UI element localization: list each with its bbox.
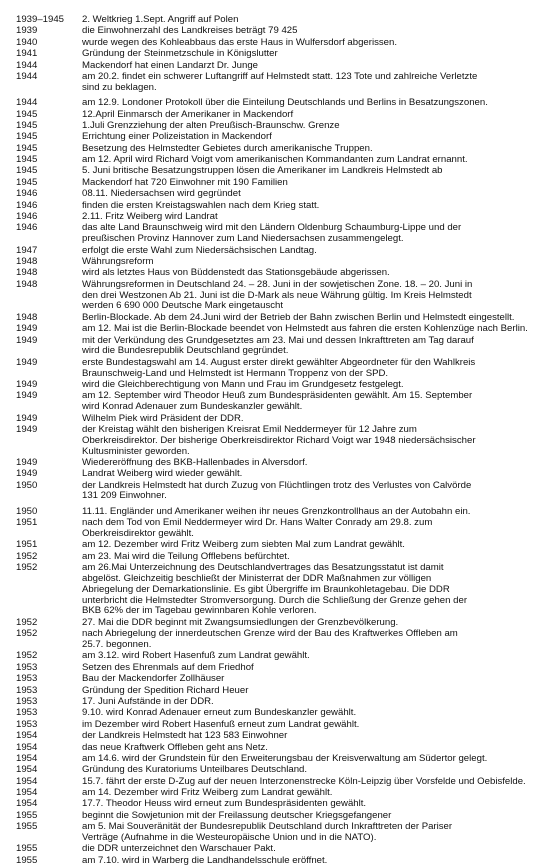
chronicle-entry [16, 518, 536, 540]
chronicle-entry [16, 754, 536, 765]
entry-year: 1952 [16, 550, 38, 562]
entry-year: 1945 [16, 131, 38, 143]
chronicle-entry [16, 765, 536, 776]
entry-text: das alte Land Braunschweig wird mit den Ländern Oldenburg Schaumburg-Lippe und der preußischen Provinz Hannover zum Land Niedersachsen zusammengelegt. [82, 222, 462, 245]
chronicle-entry [16, 822, 536, 844]
entry-year: 1949 [16, 456, 38, 468]
entry-year: 1954 [16, 775, 38, 787]
entry-year: 1949 [16, 423, 38, 435]
entry-text: 2.11. Fritz Weiberg wird Landrat [82, 211, 218, 223]
entry-text: Besetzung des Helmstedter Gebietes durch amerikanische Truppen. [82, 142, 373, 154]
entry-text: die Einwohnerzahl des Landkreises beträgt 79 425 [82, 25, 298, 37]
chronicle-entry [16, 257, 536, 268]
entry-text: am 12.9. Londoner Protokoll über die Einteilung Deutschlands und Berlins in Besatzungszonen. [82, 97, 488, 109]
entry-text: erste Bundestagswahl am 14. August erster direkt gewählter Abgeordneter für den Wahlkreis Braunschweig-Land und Helmstedt ist Hermann Troppenz von der SPD. [82, 356, 476, 379]
entry-text: Wilhelm Piek wird Präsident der DDR. [82, 412, 244, 424]
entry-year: 1939 [16, 25, 38, 37]
entry-text: 08.11. Niedersachsen wird gegründet [82, 188, 241, 200]
chronicle-entry [16, 223, 536, 245]
entry-year: 1949 [16, 356, 38, 368]
chronicle-entry [16, 811, 536, 822]
chronicle-entry [16, 144, 536, 155]
entry-text: 1.Juli Grenzziehung der alten Preußisch-Braunschw. Grenze [82, 119, 340, 131]
entry-text: am 14. Dezember wird Fritz Weiberg zum Landrat gewählt. [82, 787, 333, 799]
entry-year: 1945 [16, 119, 38, 131]
chronicle-entry [16, 336, 536, 358]
entry-text: Berlin-Blockade. Ab dem 24.Juni wird der Betrieb der Bahn zwischen Berlin und Helmstedt eingestellt. [82, 311, 515, 323]
chronicle-entry [16, 720, 536, 731]
entry-year: 1949 [16, 468, 38, 480]
entry-text: Gründung der Steinmetzschule in Königslutter [82, 48, 278, 60]
chronicle-entry [16, 731, 536, 742]
entry-year: 1955 [16, 843, 38, 855]
entry-year: 1952 [16, 562, 38, 574]
entry-text: Mackendorf hat 720 Einwohner mit 190 Familien [82, 176, 288, 188]
chronicle-entry [16, 189, 536, 200]
entry-year: 1949 [16, 323, 38, 335]
chronicle-entry [16, 425, 536, 457]
chronicle-entry [16, 629, 536, 651]
entry-text: 12.April Einmarsch der Amerikaner in Mackendorf [82, 108, 294, 120]
entry-year: 1940 [16, 36, 38, 48]
entry-year: 1954 [16, 730, 38, 742]
entry-text: 17.7. Theodor Heuss wird erneut zum Bundespräsidenten gewählt. [82, 798, 367, 810]
entry-text: nach Abriegelung der innerdeutschen Grenze wird der Bau des Kraftwerkes Offleben am 25.7. begonnen. [82, 628, 458, 650]
chronicle-entry [16, 481, 536, 503]
entry-text: am 3.12. wird Robert Hasenfuß zum Landrat gewählt. [82, 650, 310, 662]
entry-year: 1948 [16, 278, 38, 290]
chronicle-entry [16, 324, 536, 335]
entry-year: 1955 [16, 821, 38, 833]
chronicle-entry [16, 49, 536, 60]
chronicle-entry [16, 697, 536, 708]
chronicle-entry [16, 358, 536, 380]
entry-year: 1945 [16, 142, 38, 154]
chronicle-entry [16, 26, 536, 37]
chronicle-entry [16, 469, 536, 480]
chronicle-entry [16, 674, 536, 685]
entry-text: der Landkreis Helmstedt hat durch Zuzug von Flüchtlingen trotz des Verlustes von Calvörde 131 209 Einwohner. [82, 479, 472, 502]
entry-text: Landrat Weiberg wird wieder gewählt. [82, 468, 243, 480]
entry-text: 11.11. Engländer und Amerikaner weihen ihr neues Grenzkontrollhaus an der Autobahn ein. [82, 505, 471, 517]
entry-year: 1941 [16, 48, 38, 60]
entry-text: am 23. Mai wird die Teilung Offlebens befürchtet. [82, 550, 290, 562]
entry-year: 1952 [16, 616, 38, 628]
entry-text: am 14.6. wird der Grundstein für den Erweiterungsbau der Kreisverwaltung am Südertor gelegt. [82, 752, 488, 764]
entry-year: 1944 [16, 59, 38, 71]
entry-year: 1948 [16, 267, 38, 279]
entry-text: im Dezember wird Robert Hasenfuß erneut zum Landrat gewählt. [82, 718, 360, 730]
entry-year: 1954 [16, 798, 38, 810]
chronicle-entry [16, 166, 536, 177]
entry-text: 27. Mai die DDR beginnt mit Zwangsumsiedlungen der Grenzbevölkerung. [82, 616, 399, 628]
chronicle-entry [16, 212, 536, 223]
entry-text: der Landkreis Helmstedt hat 123 583 Einwohner [82, 730, 288, 742]
entry-year: 1955 [16, 854, 38, 866]
entry-year: 1952 [16, 650, 38, 662]
entry-year: 1954 [16, 752, 38, 764]
entry-text: Mackendorf hat einen Landarzt Dr. Junge [82, 59, 258, 71]
entry-year: 1944 [16, 70, 38, 82]
entry-year: 1950 [16, 505, 38, 517]
chronicle-entry [16, 178, 536, 189]
chronicle-entry [16, 61, 536, 72]
chronicle-entry [16, 72, 536, 94]
chronicle-entry [16, 38, 536, 49]
chronicle-entry [16, 708, 536, 719]
entry-text: Währungsreform [82, 256, 154, 268]
entry-year: 1953 [16, 695, 38, 707]
entry-text: 9.10. wird Konrad Adenauer erneut zum Bundeskanzler gewählt. [82, 707, 357, 719]
entry-year: 1953 [16, 684, 38, 696]
entry-text: am 20.2. findet ein schwerer Luftangriff auf Helmstedt statt. 123 Tote und zahlreiche Verletzte sind zu beklagen. [82, 70, 478, 93]
chronicle-entry [16, 268, 536, 279]
entry-year: 1946 [16, 211, 38, 223]
entry-text: am 26.Mai Unterzeichnung des Deutschlandvertrages das Besatzungsstatut ist damit abgelöst. Gleichzeitig beschließt der Ministerrat der DDR Maßnahmen zur völligen Abriegelung der Demarkationslinie. Es gibt Übergriffe im Braunkohletagebau. Die DDR unterbricht die Helmstedter Stromversorgung. Durch die Schließung der Grenze gehen der BKB 62% der im Tagebau gewinnbaren Kohle verloren. [82, 562, 468, 617]
chronicle-entry [16, 110, 536, 121]
chronicle-entry [16, 856, 536, 867]
chronicle-entry [16, 391, 536, 413]
entry-text: Bau der Mackendorfer Zollhäuser [82, 673, 225, 685]
entry-year: 1945 [16, 108, 38, 120]
entry-text: wurde wegen des Kohleabbaus das erste Haus in Wulfersdorf abgerissen. [82, 36, 398, 48]
entry-year: 1946 [16, 199, 38, 211]
entry-text: am 12. April wird Richard Voigt vom amerikanischen Kommandanten zum Landrat ernannt. [82, 154, 468, 166]
entry-year: 1951 [16, 539, 38, 551]
entry-year: 1953 [16, 661, 38, 673]
chronicle-entry [16, 540, 536, 551]
chronicle-entry [16, 280, 536, 312]
entry-year: 1939–1945 [16, 14, 65, 25]
entry-year: 1953 [16, 673, 38, 685]
entry-year: 1955 [16, 809, 38, 821]
chronicle-entry [16, 98, 536, 109]
chronicle-entry [16, 743, 536, 754]
entry-text: Errichtung einer Polizeistation in Mackendorf [82, 131, 272, 143]
chronicle-entry [16, 313, 536, 324]
entry-year: 1947 [16, 244, 38, 256]
entry-year: 1950 [16, 479, 38, 491]
chronicle-entry [16, 414, 536, 425]
entry-text: 2. Weltkrieg 1.Sept. Angriff auf Polen [82, 14, 239, 25]
entry-year: 1949 [16, 412, 38, 424]
chronicle-entry [16, 15, 536, 26]
chronicle-entry [16, 788, 536, 799]
entry-year: 1944 [16, 97, 38, 109]
entry-year: 1949 [16, 334, 38, 346]
entry-text: Währungsreformen in Deutschland 24. – 28. Juni in der sowjetischen Zone. 18. – 20. Juni in den drei Westzonen Ab 21. Juni ist die D-Mark als neue Währung gültig. Im Kreis Helmstedt werden 6 690 000 Deutsche Mark eingetauscht [82, 278, 473, 312]
chronicle-entry [16, 380, 536, 391]
entry-text: 15.7. fährt der erste D-Zug auf der neuen Interzonenstrecke Köln-Leipzig über Vorsfelde und Oebisfelde. [82, 775, 526, 787]
entry-text: finden die ersten Kreistagswahlen nach dem Krieg statt. [82, 199, 320, 211]
chronicle-entry [16, 121, 536, 132]
entry-text: Wiedereröffnung des BKB-Hallenbades in Alversdorf. [82, 456, 308, 468]
chronicle-entry [16, 132, 536, 143]
entry-text: am 7.10. wird in Warberg die Landhandelsschule eröffnet. [82, 854, 328, 866]
chronicle-entry [16, 663, 536, 674]
entry-text: nach dem Tod von Emil Neddermeyer wird Dr. Hans Walter Conrady am 29.8. zum Oberkreisdirektor gewählt. [82, 517, 433, 540]
entry-text: beginnt die Sowjetunion mit der Freilassung deutscher Kriegsgefangener [82, 809, 392, 821]
chronicle-entry [16, 507, 536, 518]
entry-year: 1945 [16, 154, 38, 166]
entry-year: 1953 [16, 718, 38, 730]
entry-year: 1945 [16, 176, 38, 188]
chronicle-list [16, 15, 536, 867]
chronicle-entry [16, 844, 536, 855]
entry-year: 1954 [16, 764, 38, 776]
entry-text: die DDR unterzeichnet den Warschauer Pakt. [82, 843, 276, 855]
entry-year: 1949 [16, 378, 38, 390]
entry-text: Gründung des Kuratoriums Unteilbares Deutschland. [82, 764, 308, 776]
chronicle-entry [16, 618, 536, 629]
entry-year: 1946 [16, 188, 38, 200]
entry-year: 1954 [16, 787, 38, 799]
entry-text: 17. Juni Aufstände in der DDR. [82, 695, 214, 707]
entry-text: Gründung der Spedition Richard Heuer [82, 684, 249, 696]
chronicle-entry [16, 563, 536, 617]
entry-year: 1953 [16, 707, 38, 719]
chronicle-entry [16, 201, 536, 212]
entry-year: 1951 [16, 517, 38, 529]
entry-text: am 12. Dezember wird Fritz Weiberg zum siebten Mal zum Landrat gewählt. [82, 539, 405, 551]
entry-text: der Kreistag wählt den bisherigen Kreisrat Emil Neddermeyer für 12 Jahre zum Oberkreisdirektor. Der bisherige Oberkreisdirektor Richard Voigt war 1948 niedersächsischer Kultusminister geworden. [82, 423, 476, 457]
chronicle-entry [16, 686, 536, 697]
entry-year: 1948 [16, 256, 38, 268]
entry-text: Setzen des Ehrenmals auf dem Friedhof [82, 661, 254, 673]
entry-year: 1946 [16, 222, 38, 234]
entry-year: 1949 [16, 390, 38, 402]
entry-text: mit der Verkündung des Grundgesetztes am 23. Mai und dessen Inkrafttreten am Tag darauf wird die Bundesrepublik Deutschland gegründet. [82, 334, 474, 357]
entry-year: 1948 [16, 311, 38, 323]
chronicle-entry [16, 651, 536, 662]
chronicle-entry [16, 552, 536, 563]
entry-text: 5. Juni britische Besatzungstruppen lösen die Amerikaner im Landkreis Helmstedt ab [82, 165, 443, 177]
entry-text: am 12. September wird Theodor Heuß zum Bundespräsidenten gewählt. Am 15. September wird Konrad Adenauer zum Bundeskanzler gewählt. [82, 390, 473, 413]
entry-text: wird als letztes Haus von Büddenstedt das Stationsgebäude abgerissen. [82, 267, 390, 279]
chronicle-entry [16, 155, 536, 166]
entry-year: 1954 [16, 741, 38, 753]
chronicle-entry [16, 799, 536, 810]
chronicle-entry [16, 246, 536, 257]
entry-year: 1945 [16, 165, 38, 177]
entry-text: erfolgt die erste Wahl zum Niedersächsischen Landtag. [82, 244, 317, 256]
entry-text: am 5. Mai Souveränität der Bundesrepublik Deutschland durch Inkrafttreten der Pariser Verträge (Aufnahme in die Westeuropäische Union und in die NATO). [82, 821, 453, 844]
entry-year: 1952 [16, 628, 38, 640]
chronicle-entry [16, 777, 536, 788]
chronicle-entry [16, 458, 536, 469]
entry-text: das neue Kraftwerk Offleben geht ans Netz. [82, 741, 268, 753]
entry-text: wird die Gleichberechtigung von Mann und Frau im Grundgesetz festgelegt. [82, 378, 404, 390]
entry-text: am 12. Mai ist die Berlin-Blockade beendet von Helmstedt aus fahren die ersten Kohlenzüge nach Berlin. [82, 323, 528, 335]
